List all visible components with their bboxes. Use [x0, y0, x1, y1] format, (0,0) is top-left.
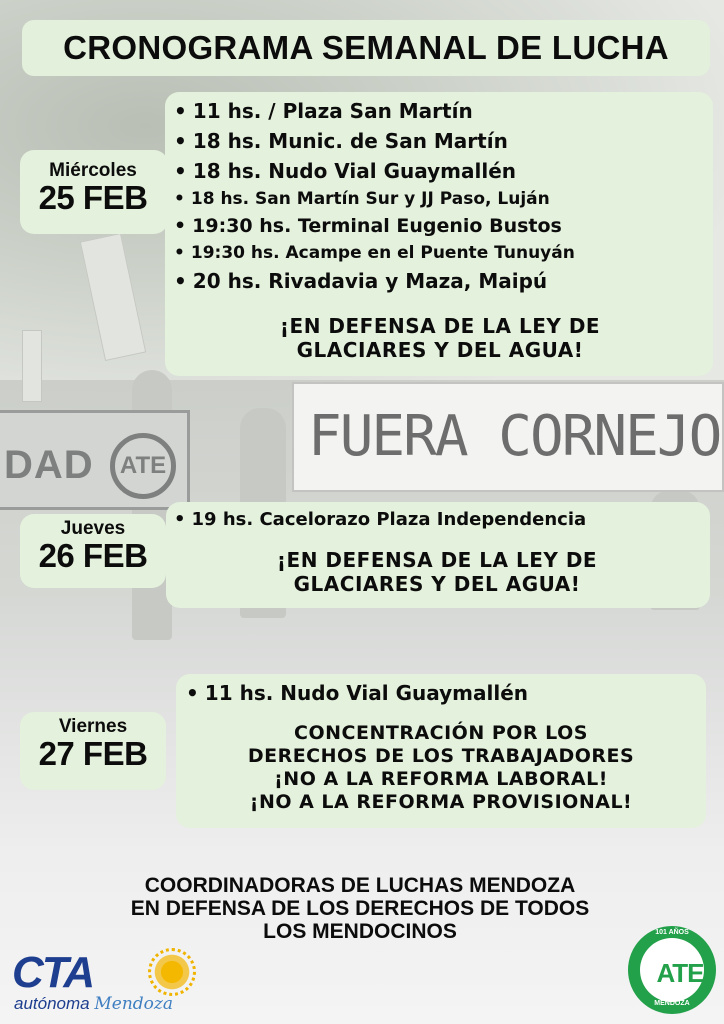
event-item: • 18 hs. Munic. de San Martín: [174, 126, 575, 156]
slogan-line: GLACIARES Y DEL AGUA!: [293, 572, 581, 596]
slogan-line: DERECHOS DE LOS TRABAJADORES: [247, 745, 635, 767]
banner-left-text: DAD: [4, 443, 94, 487]
background-banner-fuera-cornejo: [292, 382, 724, 492]
footer-line: COORDINADORAS DE LUCHAS MENDOZA: [144, 874, 576, 897]
slogan-line: ¡NO A LA REFORMA PROVISIONAL!: [249, 791, 633, 813]
event-item: • 11 hs. / Plaza San Martín: [174, 96, 575, 126]
cta-subtitle-a: autónoma: [14, 994, 90, 1013]
cta-subtitle: [14, 994, 173, 1014]
footer-line: EN DEFENSA DE LOS DERECHOS DE TODOS: [130, 897, 590, 920]
events-list-wednesday: [174, 96, 575, 296]
page-title: CRONOGRAMA SEMANAL DE LUCHA: [22, 20, 710, 76]
day-name: Jueves: [60, 518, 126, 539]
slogan-line: ¡EN DEFENSA DE LA LEY DE: [276, 548, 598, 572]
day-label-friday: [20, 716, 166, 770]
cta-subtitle-b: Mendoza: [94, 994, 173, 1014]
event-item: • 18 hs. Nudo Vial Guaymallén: [174, 156, 575, 186]
event-item: • 20 hs. Rivadavia y Maza, Maipú: [174, 266, 575, 296]
event-item: • 11 hs. Nudo Vial Guaymallén: [186, 678, 528, 708]
background-banner-ate: [0, 410, 190, 510]
events-list-friday: [186, 678, 528, 708]
slogan-line: CONCENTRACIÓN POR LOS: [294, 722, 588, 744]
ate-mendoza-logo: [628, 926, 716, 1014]
day-name: Viernes: [58, 716, 128, 737]
slogan-line: GLACIARES Y DEL AGUA!: [296, 338, 584, 362]
footer-line: LOS MENDOCINOS: [263, 920, 457, 943]
slogan-wednesday: [210, 314, 670, 362]
ate-logo-bottom: MENDOZA: [654, 1000, 690, 1007]
day-label-thursday: [20, 518, 166, 572]
event-item: • 19 hs. Cacelorazo Plaza Independencia: [174, 506, 586, 534]
slogan-line: ¡EN DEFENSA DE LA LEY DE: [279, 314, 601, 338]
day-date: 26 FEB: [38, 537, 148, 574]
ate-logo-top: 101 AÑOS: [655, 929, 689, 936]
day-label-wednesday: [20, 160, 166, 214]
event-item: • 19:30 hs. Terminal Eugenio Bustos: [174, 212, 575, 240]
background-flag: [22, 330, 42, 402]
slogan-friday: [180, 722, 702, 814]
footer-coordinadoras: [60, 874, 660, 943]
day-name: Miércoles: [49, 160, 137, 181]
banner-right-text: FUERA CORNEJO: [308, 404, 721, 469]
slogan-thursday: [212, 548, 662, 596]
cta-wordmark: CTA: [12, 948, 94, 997]
day-date: 27 FEB: [38, 735, 148, 772]
events-list-thursday: [174, 506, 586, 534]
sun-icon: [152, 952, 192, 992]
event-item: • 18 hs. San Martín Sur y JJ Paso, Luján: [174, 186, 575, 212]
banner-ate-logo: ATE: [110, 433, 176, 499]
event-item: • 19:30 hs. Acampe en el Puente Tunuyán: [174, 240, 575, 266]
slogan-line: ¡NO A LA REFORMA LABORAL!: [274, 768, 608, 790]
ate-wordmark: ATE: [656, 958, 704, 988]
day-date: 25 FEB: [38, 179, 148, 216]
cta-autonoma-logo: [8, 950, 198, 1016]
ate-logo-inner: [640, 938, 704, 1002]
